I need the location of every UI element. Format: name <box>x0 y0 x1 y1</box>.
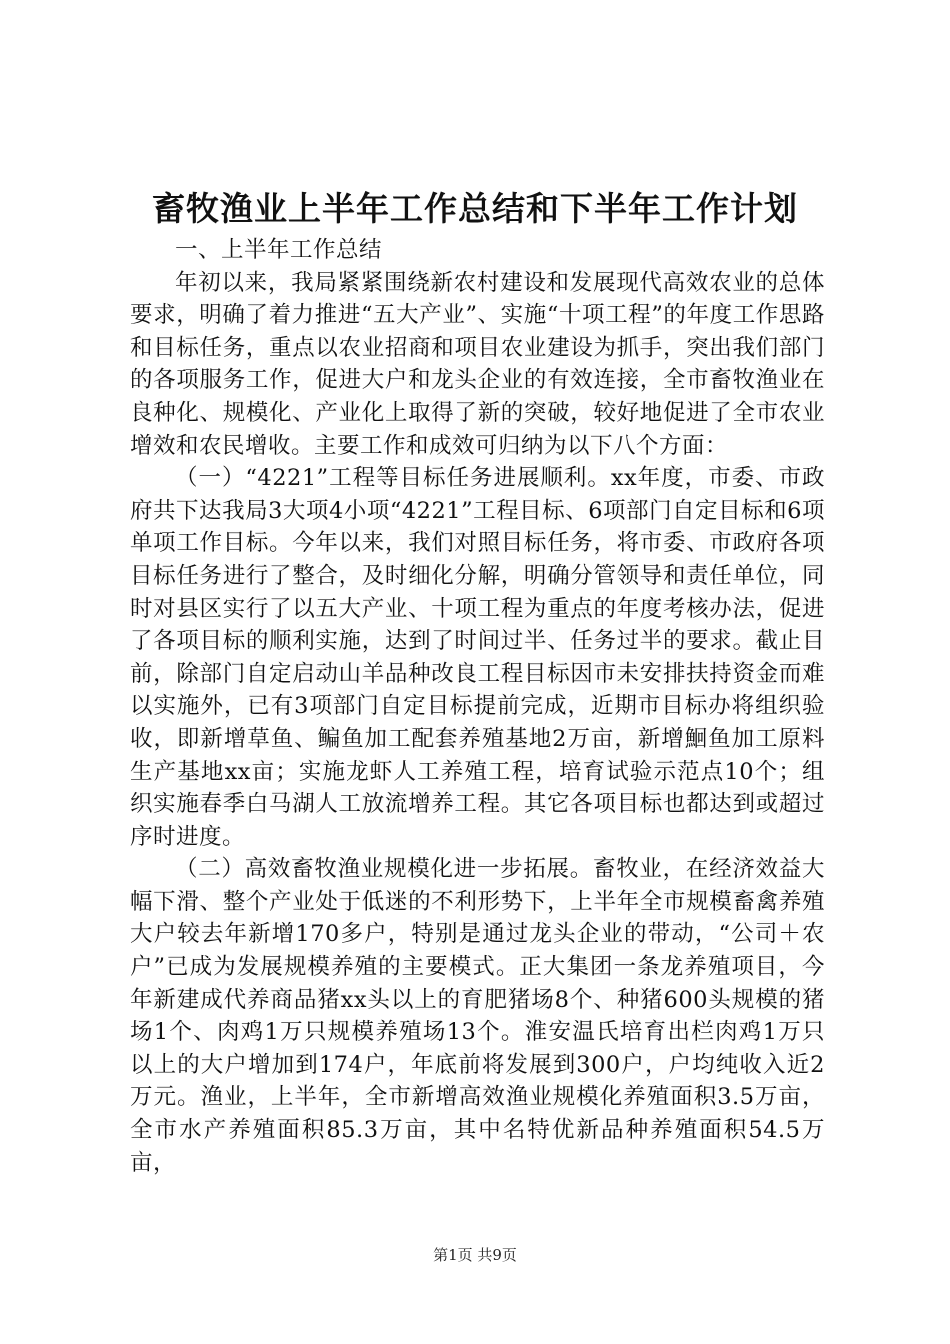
section-heading: 一、上半年工作总结 <box>175 237 383 263</box>
paragraph-item-1: （一）“4221”工程等目标任务进展顺利。xx年度，市委、市政府共下达我局3大项4小项“4221”工程目标、6项部门自定目标和6项单项工作目标。今年以来，我们对照目标任务，将市委、市政府各项目标任务进行了整合，及时细化分解，明确分管领导和责任单位，同时对县区实行了以五大产业、十项工程为重点的年度考核办法，促进了各项目标的顺利实施，达到了时间过半、任务过半的要求。截止目前，除部门自定启动山羊品种改良工程目标因市未安排扶持资金而难以实施外，已有3项部门自定目标提前完成，近期市目标办将组织验收，即新增草鱼、鳊鱼加工配套养殖基地2万亩，新增鮰鱼加工原料生产基地xx亩；实施龙虾人工养殖工程，培育试验示范点10个；组织实施春季白马湖人工放流增养工程。其它各项目标也都达到或超过序时进度。 <box>130 465 825 850</box>
page-footer: 第1页 共9页 <box>433 1246 517 1264</box>
document-title: 畜牧渔业上半年工作总结和下半年工作计划 <box>152 189 798 228</box>
document-body <box>130 234 825 1179</box>
paragraph-intro: 年初以来，我局紧紧围绕新农村建设和发展现代高效农业的总体要求，明确了着力推进“五大产业”、实施“十项工程”的年度工作思路和目标任务，重点以农业招商和项目农业建设为抓手，突出我们部门的各项服务工作，促进大户和龙头企业的有效连接，全市畜牧渔业在良种化、规模化、产业化上取得了新的突破，较好地促进了全市农业增效和农民增收。主要工作和成效可归纳为以下八个方面： <box>130 269 825 459</box>
paragraph-item-2: （二）高效畜牧渔业规模化进一步拓展。畜牧业，在经济效益大幅下滑、整个产业处于低迷的不利形势下，上半年全市规模畜禽养殖大户较去年新增170多户，特别是通过龙头企业的带动，“公司＋农户”已成为发展规模养殖的主要模式。正大集团一条龙养殖项目，今年新建成代养商品猪xx头以上的育肥猪场8个、种猪600头规模的猪场1个、肉鸡1万只规模养殖场13个。淮安温氏培育出栏肉鸡1万只以上的大户增加到174户，年底前将发展到300户，户均纯收入近2万元。渔业，上半年，全市新增高效渔业规模化养殖面积3.5万亩，全市水产养殖面积85.3万亩，其中名特优新品种养殖面积54.5万亩， <box>130 856 825 1176</box>
